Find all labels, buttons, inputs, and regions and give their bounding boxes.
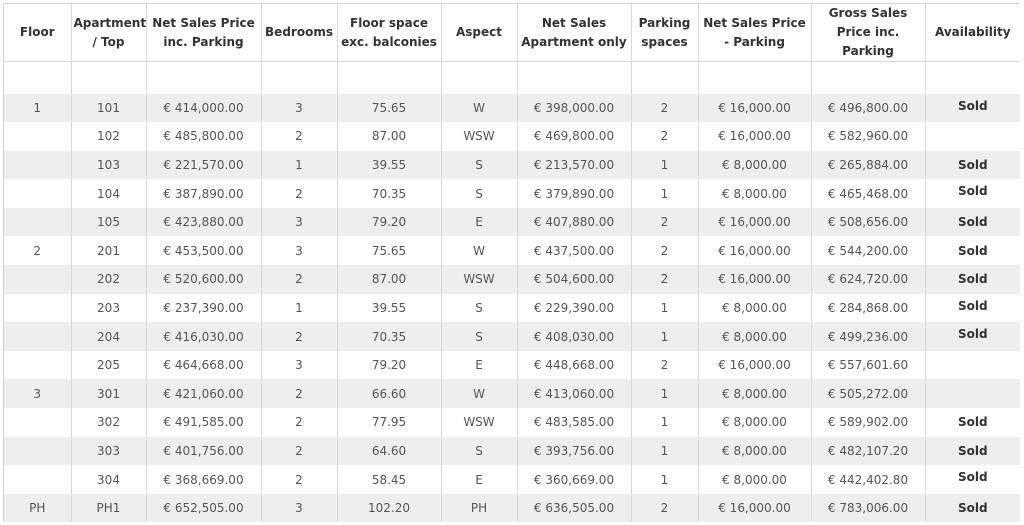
cell-apartment: 303: [71, 437, 146, 466]
cell-aspect: E: [441, 208, 517, 237]
cell-bedrooms: 1: [261, 151, 337, 180]
cell-availability: [925, 351, 1020, 380]
cell-bedrooms: 2: [261, 122, 337, 151]
cell-apartment: 102: [71, 122, 146, 151]
cell-aspect: S: [441, 322, 517, 351]
cell-availability: Sold: [925, 322, 1020, 351]
cell-parking-spaces: 1: [631, 437, 698, 466]
cell-availability: Sold: [925, 236, 1020, 265]
cell-net-sales-price-parking: € 8,000.00: [698, 465, 811, 494]
cell-net-sales-apartment-only: € 379,890.00: [517, 179, 631, 208]
table-row: [4, 322, 1020, 351]
header-net-sales-apartment-only: Net Sales Apartment only: [517, 4, 631, 62]
cell-parking-spaces: 2: [631, 351, 698, 380]
cell-net-sales-price-parking: € 16,000.00: [698, 494, 811, 523]
cell-net-sales-apartment-only: € 393,756.00: [517, 437, 631, 466]
cell-net-sales-price-parking: € 8,000.00: [698, 437, 811, 466]
cell-net-sales-price-inc-parking: € 423,880.00: [146, 208, 261, 237]
cell-availability: Sold: [925, 151, 1020, 180]
header-gross-sales-price: Gross Sales Price inc. Parking: [811, 4, 925, 62]
cell-net-sales-price-inc-parking: € 491,585.00: [146, 408, 261, 437]
header-row: [4, 4, 1020, 62]
header-availability: Availability: [925, 4, 1020, 62]
cell-aspect: WSW: [441, 122, 517, 151]
cell-bedrooms: 2: [261, 179, 337, 208]
table-row: [4, 122, 1020, 151]
table-row: [4, 208, 1020, 237]
cell-parking-spaces: 2: [631, 122, 698, 151]
header-net-sales-price-inc-parking: Net Sales Price inc. Parking: [146, 4, 261, 62]
cell-bedrooms: 2: [261, 465, 337, 494]
cell-aspect: E: [441, 351, 517, 380]
cell-floor-space: 87.00: [337, 122, 441, 151]
cell-net-sales-apartment-only: € 469,800.00: [517, 122, 631, 151]
cell-floor: [4, 122, 71, 151]
cell-aspect: S: [441, 151, 517, 180]
cell-aspect: WSW: [441, 265, 517, 294]
cell-gross-sales-price: € 624,720.00: [811, 265, 925, 294]
cell-aspect: S: [441, 437, 517, 466]
cell-availability: Sold: [925, 494, 1020, 523]
table-row: [4, 379, 1020, 408]
cell-floor-space: 75.65: [337, 94, 441, 123]
cell-floor-space: 75.65: [337, 236, 441, 265]
cell-net-sales-price-parking: € 8,000.00: [698, 151, 811, 180]
cell-apartment: 101: [71, 94, 146, 123]
cell-apartment: 302: [71, 408, 146, 437]
cell-aspect: WSW: [441, 408, 517, 437]
cell-parking-spaces: 2: [631, 494, 698, 523]
cell-net-sales-apartment-only: € 636,505.00: [517, 494, 631, 523]
cell-net-sales-price-parking: € 8,000.00: [698, 294, 811, 323]
header-net-sales-price-parking: Net Sales Price - Parking: [698, 4, 811, 62]
cell-gross-sales-price: € 508,656.00: [811, 208, 925, 237]
cell-gross-sales-price: € 465,468.00: [811, 179, 925, 208]
cell-parking-spaces: 1: [631, 151, 698, 180]
cell-net-sales-price-parking: € 16,000.00: [698, 94, 811, 123]
cell-apartment: 205: [71, 351, 146, 380]
cell-floor-space: 87.00: [337, 265, 441, 294]
cell-floor-space: 102.20: [337, 494, 441, 523]
cell-net-sales-apartment-only: € 408,030.00: [517, 322, 631, 351]
table-row: [4, 437, 1020, 466]
header-apartment-top: Apartment / Top: [71, 4, 146, 62]
cell-apartment: 304: [71, 465, 146, 494]
cell-bedrooms: 3: [261, 494, 337, 523]
header-bedrooms: Bedrooms: [261, 4, 337, 62]
cell-floor-space: 39.55: [337, 151, 441, 180]
cell-apartment: 201: [71, 236, 146, 265]
cell-net-sales-price-inc-parking: € 464,668.00: [146, 351, 261, 380]
cell-aspect: PH: [441, 494, 517, 523]
cell-parking-spaces: 1: [631, 465, 698, 494]
cell-floor: [4, 265, 71, 294]
cell-bedrooms: 3: [261, 208, 337, 237]
cell-floor-space: 79.20: [337, 208, 441, 237]
cell-parking-spaces: 2: [631, 94, 698, 123]
cell-gross-sales-price: € 557,601.60: [811, 351, 925, 380]
cell-net-sales-apartment-only: € 213,570.00: [517, 151, 631, 180]
table-row: [4, 351, 1020, 380]
table-row: [4, 151, 1020, 180]
cell-net-sales-price-parking: € 8,000.00: [698, 322, 811, 351]
cell-net-sales-apartment-only: € 504,600.00: [517, 265, 631, 294]
apartment-price-table-container: [3, 3, 1019, 522]
cell-net-sales-apartment-only: € 413,060.00: [517, 379, 631, 408]
cell-net-sales-price-parking: € 16,000.00: [698, 265, 811, 294]
apartment-price-table: [4, 4, 1020, 522]
cell-parking-spaces: 1: [631, 379, 698, 408]
cell-net-sales-price-parking: € 16,000.00: [698, 236, 811, 265]
cell-net-sales-price-parking: € 16,000.00: [698, 351, 811, 380]
cell-floor: [4, 151, 71, 180]
table-row: [4, 408, 1020, 437]
cell-net-sales-price-inc-parking: € 416,030.00: [146, 322, 261, 351]
cell-floor: [4, 465, 71, 494]
cell-net-sales-price-parking: € 8,000.00: [698, 408, 811, 437]
cell-availability: Sold: [925, 408, 1020, 437]
cell-net-sales-price-inc-parking: € 414,000.00: [146, 94, 261, 123]
cell-gross-sales-price: € 496,800.00: [811, 94, 925, 123]
cell-net-sales-price-parking: € 16,000.00: [698, 122, 811, 151]
cell-net-sales-apartment-only: € 360,669.00: [517, 465, 631, 494]
table-body: [4, 62, 1020, 523]
cell-net-sales-price-inc-parking: € 368,669.00: [146, 465, 261, 494]
cell-net-sales-apartment-only: € 229,390.00: [517, 294, 631, 323]
cell-bedrooms: 3: [261, 351, 337, 380]
cell-net-sales-apartment-only: € 448,668.00: [517, 351, 631, 380]
cell-gross-sales-price: € 544,200.00: [811, 236, 925, 265]
table-row: [4, 265, 1020, 294]
cell-bedrooms: 2: [261, 437, 337, 466]
cell-bedrooms: 2: [261, 379, 337, 408]
table-row: [4, 236, 1020, 265]
table-row: [4, 94, 1020, 123]
cell-net-sales-price-inc-parking: € 520,600.00: [146, 265, 261, 294]
cell-floor: [4, 408, 71, 437]
cell-bedrooms: 2: [261, 265, 337, 294]
header-aspect: Aspect: [441, 4, 517, 62]
cell-bedrooms: 1: [261, 294, 337, 323]
cell-gross-sales-price: € 499,236.00: [811, 322, 925, 351]
cell-floor-space: 79.20: [337, 351, 441, 380]
cell-availability: Sold: [925, 179, 1020, 208]
cell-parking-spaces: 2: [631, 265, 698, 294]
cell-availability: Sold: [925, 265, 1020, 294]
cell-availability: Sold: [925, 465, 1020, 494]
cell-net-sales-price-inc-parking: € 221,570.00: [146, 151, 261, 180]
cell-bedrooms: 2: [261, 322, 337, 351]
cell-floor-space: 39.55: [337, 294, 441, 323]
cell-gross-sales-price: € 783,006.00: [811, 494, 925, 523]
cell-apartment: 301: [71, 379, 146, 408]
cell-floor-space: 64.60: [337, 437, 441, 466]
table-row: [4, 494, 1020, 523]
table-row: [4, 294, 1020, 323]
header-parking-spaces: Parking spaces: [631, 4, 698, 62]
cell-aspect: W: [441, 94, 517, 123]
cell-floor: [4, 208, 71, 237]
cell-floor: 2: [4, 236, 71, 265]
cell-net-sales-apartment-only: € 483,585.00: [517, 408, 631, 437]
cell-floor: 3: [4, 379, 71, 408]
cell-floor-space: 70.35: [337, 179, 441, 208]
cell-parking-spaces: 1: [631, 179, 698, 208]
cell-net-sales-price-parking: € 8,000.00: [698, 379, 811, 408]
cell-aspect: W: [441, 236, 517, 265]
cell-net-sales-price-inc-parking: € 421,060.00: [146, 379, 261, 408]
header-floor-space: Floor space exc. balconies: [337, 4, 441, 62]
cell-gross-sales-price: € 505,272.00: [811, 379, 925, 408]
cell-floor-space: 77.95: [337, 408, 441, 437]
cell-gross-sales-price: € 442,402.80: [811, 465, 925, 494]
cell-parking-spaces: 1: [631, 294, 698, 323]
cell-floor-space: 58.45: [337, 465, 441, 494]
cell-net-sales-price-inc-parking: € 453,500.00: [146, 236, 261, 265]
cell-net-sales-price-parking: € 16,000.00: [698, 208, 811, 237]
cell-availability: [925, 379, 1020, 408]
cell-gross-sales-price: € 482,107.20: [811, 437, 925, 466]
cell-floor: PH: [4, 494, 71, 523]
cell-aspect: E: [441, 465, 517, 494]
cell-net-sales-price-inc-parking: € 237,390.00: [146, 294, 261, 323]
cell-bedrooms: 2: [261, 408, 337, 437]
cell-apartment: 104: [71, 179, 146, 208]
cell-availability: Sold: [925, 294, 1020, 323]
cell-net-sales-price-inc-parking: € 387,890.00: [146, 179, 261, 208]
header-floor: Floor: [4, 4, 71, 62]
cell-aspect: W: [441, 379, 517, 408]
cell-gross-sales-price: € 265,884.00: [811, 151, 925, 180]
cell-floor: [4, 294, 71, 323]
cell-floor: [4, 351, 71, 380]
cell-apartment: PH1: [71, 494, 146, 523]
cell-parking-spaces: 2: [631, 236, 698, 265]
cell-net-sales-apartment-only: € 437,500.00: [517, 236, 631, 265]
cell-net-sales-apartment-only: € 407,880.00: [517, 208, 631, 237]
cell-availability: [925, 122, 1020, 151]
cell-floor: 1: [4, 94, 71, 123]
cell-net-sales-price-inc-parking: € 652,505.00: [146, 494, 261, 523]
table-row: [4, 179, 1020, 208]
table-header: [4, 4, 1020, 62]
cell-floor: [4, 322, 71, 351]
cell-availability: Sold: [925, 208, 1020, 237]
cell-floor-space: 70.35: [337, 322, 441, 351]
cell-bedrooms: 3: [261, 94, 337, 123]
cell-apartment: 103: [71, 151, 146, 180]
cell-apartment: 105: [71, 208, 146, 237]
cell-parking-spaces: 2: [631, 208, 698, 237]
cell-gross-sales-price: € 589,902.00: [811, 408, 925, 437]
cell-net-sales-price-inc-parking: € 401,756.00: [146, 437, 261, 466]
cell-net-sales-price-inc-parking: € 485,800.00: [146, 122, 261, 151]
cell-bedrooms: 3: [261, 236, 337, 265]
cell-aspect: S: [441, 294, 517, 323]
cell-gross-sales-price: € 284,868.00: [811, 294, 925, 323]
cell-availability: Sold: [925, 437, 1020, 466]
cell-apartment: 204: [71, 322, 146, 351]
cell-availability: Sold: [925, 94, 1020, 123]
cell-parking-spaces: 1: [631, 322, 698, 351]
cell-floor-space: 66.60: [337, 379, 441, 408]
cell-net-sales-apartment-only: € 398,000.00: [517, 94, 631, 123]
cell-parking-spaces: 1: [631, 408, 698, 437]
cell-floor: [4, 179, 71, 208]
cell-apartment: 203: [71, 294, 146, 323]
cell-net-sales-price-parking: € 8,000.00: [698, 179, 811, 208]
cell-floor: [4, 437, 71, 466]
cell-apartment: 202: [71, 265, 146, 294]
cell-aspect: S: [441, 179, 517, 208]
table-row: [4, 465, 1020, 494]
spacer-row: [4, 62, 1020, 94]
cell-gross-sales-price: € 582,960.00: [811, 122, 925, 151]
